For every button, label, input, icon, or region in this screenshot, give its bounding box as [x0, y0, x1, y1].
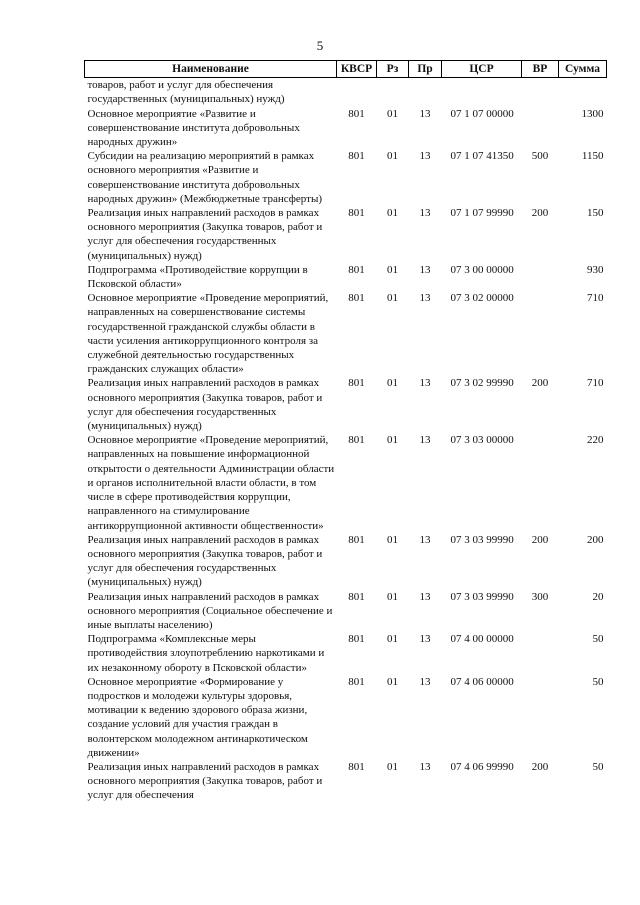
cell-name: Подпрограмма «Комплексные меры противодействия злоупотреблению наркотиками и их незаконному обороту в Псковской области»	[87, 633, 325, 674]
cell-rz: 01	[387, 107, 398, 120]
cell-kvsr: 801	[348, 292, 365, 305]
cell-vr: 200	[531, 207, 549, 220]
cell-rz: 01	[387, 207, 398, 220]
table-header-row	[85, 61, 607, 78]
header-kvsr: КВСР	[337, 61, 377, 78]
cell-kvsr: 801	[348, 760, 365, 773]
table-row	[85, 533, 607, 590]
cell-vr	[522, 107, 559, 150]
cell-kvsr: 801	[348, 675, 365, 688]
cell-vr: 200	[531, 533, 549, 546]
cell-rz: 01	[387, 760, 398, 773]
cell-kvsr: 801	[348, 263, 365, 276]
cell-vr	[522, 675, 559, 760]
cell-kvsr: 801	[348, 107, 365, 120]
table-row	[85, 590, 607, 633]
cell-sum: 150	[587, 207, 604, 220]
budget-table	[84, 60, 607, 803]
cell-vr	[522, 263, 559, 291]
cell-name: Реализация иных направлений расходов в рамках основного мероприятия (Закупка товаров, работ и услуг для обеспечения государственных (муниципальных) нужд)	[87, 207, 323, 262]
cell-csr: 07 1 07 00000	[450, 107, 514, 120]
table-row	[85, 632, 607, 675]
cell-sum: 50	[592, 675, 604, 688]
cell-sum: 710	[587, 377, 604, 390]
cell-pr: 13	[419, 760, 431, 773]
table-row	[85, 376, 607, 433]
cell-vr: 200	[531, 760, 549, 773]
cell-rz: 01	[387, 675, 398, 688]
cell-pr: 13	[419, 675, 431, 688]
cell-pr: 13	[419, 263, 431, 276]
cell-csr: 07 3 03 00000	[450, 434, 514, 447]
header-vr: ВР	[522, 61, 559, 78]
header-rz: Рз	[377, 61, 409, 78]
cell-sum: 50	[592, 633, 604, 646]
table-body	[85, 78, 607, 803]
table-row	[85, 206, 607, 263]
cell-vr	[522, 433, 559, 532]
cell-rz: 01	[387, 150, 398, 163]
cell-rz: 01	[387, 633, 398, 646]
cell-csr: 07 3 02 00000	[450, 292, 514, 305]
cell-sum: 1300	[581, 107, 604, 120]
cell-csr: 07 4 06 99990	[450, 760, 514, 773]
cell-csr: 07 3 03 99990	[450, 590, 514, 603]
cell-pr: 13	[419, 292, 431, 305]
cell-csr: 07 4 06 00000	[450, 675, 514, 688]
cell-sum: 220	[587, 434, 604, 447]
table-row	[85, 433, 607, 532]
cell-rz: 01	[387, 590, 398, 603]
cell-sum: 1150	[581, 150, 604, 163]
cell-sum: 200	[587, 533, 604, 546]
cell-pr: 13	[419, 590, 431, 603]
table-row	[85, 107, 607, 150]
cell-kvsr: 801	[348, 533, 365, 546]
cell-sum: 710	[587, 292, 604, 305]
cell-pr: 13	[419, 533, 431, 546]
table-row	[85, 78, 607, 107]
cell-kvsr: 801	[348, 377, 365, 390]
header-sum: Сумма	[559, 61, 607, 78]
cell-rz: 01	[387, 292, 398, 305]
cell-kvsr	[337, 78, 377, 107]
cell-csr	[442, 78, 522, 107]
header-name: Наименование	[85, 61, 337, 78]
cell-name: Реализация иных направлений расходов в рамках основного мероприятия (Закупка товаров, работ и услуг для обеспечения	[87, 760, 323, 802]
cell-name: Реализация иных направлений расходов в рамках основного мероприятия (Социальное обеспечение и иные выплаты населению)	[87, 590, 333, 631]
cell-kvsr: 801	[348, 207, 365, 220]
cell-csr: 07 1 07 41350	[450, 150, 514, 163]
cell-sum: 930	[587, 263, 604, 276]
cell-sum: 50	[592, 760, 604, 773]
cell-name: Основное мероприятие «Проведение мероприятий, направленных на совершенствование системы государственной гражданской службы области в части усиления антикоррупционного контроля за служебной деятельностью государственных гражданских служащих области»	[87, 292, 329, 376]
cell-sum: 20	[592, 590, 604, 603]
page-number: 5	[316, 38, 324, 53]
cell-pr: 13	[419, 633, 431, 646]
cell-pr: 13	[419, 107, 431, 120]
cell-name: Подпрограмма «Противодействие коррупции в Псковской области»	[87, 263, 308, 291]
cell-rz: 01	[387, 377, 398, 390]
cell-kvsr: 801	[348, 150, 365, 163]
cell-pr: 13	[419, 434, 431, 447]
cell-pr: 13	[419, 207, 431, 220]
cell-rz: 01	[387, 533, 398, 546]
cell-kvsr: 801	[348, 633, 365, 646]
cell-pr: 13	[419, 377, 431, 390]
cell-name: Основное мероприятие «Формирование у подростков и молодежи культуры здоровья, мотивации к ведению здорового образа жизни, создание условий для участия граждан в волонтерском молодежном антинаркотическом движении»	[87, 675, 308, 759]
header-csr: ЦСР	[442, 61, 522, 78]
table-row	[85, 291, 607, 376]
cell-kvsr: 801	[348, 590, 365, 603]
cell-csr: 07 3 03 99990	[450, 533, 514, 546]
cell-rz: 01	[387, 434, 398, 447]
cell-csr: 07 4 00 00000	[450, 633, 514, 646]
cell-name: Основное мероприятие «Развитие и совершенствование института добровольных народных дружин»	[87, 107, 300, 149]
table-row	[85, 675, 607, 760]
cell-pr	[409, 78, 442, 107]
cell-name: Основное мероприятие «Проведение мероприятий, направленных на повышение информационной открытости о деятельности Администрации области и органов исполнительной власти области, в том числе в сфере противодействия коррупции, направленного на стимулирование антикоррупционной активности общественности»	[87, 434, 335, 532]
header-pr: Пр	[409, 61, 442, 78]
cell-vr: 200	[531, 377, 549, 390]
cell-vr: 500	[531, 150, 549, 163]
cell-rz	[377, 78, 409, 107]
table-row	[85, 149, 607, 206]
cell-csr: 07 3 00 00000	[450, 263, 514, 276]
cell-vr: 300	[531, 590, 549, 603]
cell-kvsr: 801	[348, 434, 365, 447]
cell-rz: 01	[387, 263, 398, 276]
cell-vr	[522, 291, 559, 376]
cell-vr	[522, 78, 559, 107]
cell-csr: 07 1 07 99990	[450, 207, 514, 220]
cell-sum	[559, 78, 607, 107]
cell-name: товаров, работ и услуг для обеспечения государственных (муниципальных) нужд)	[87, 79, 285, 106]
cell-name: Реализация иных направлений расходов в рамках основного мероприятия (Закупка товаров, работ и услуг для обеспечения государственных (муниципальных) нужд)	[87, 377, 323, 433]
table-row	[85, 263, 607, 291]
cell-pr: 13	[419, 150, 431, 163]
table-row	[85, 760, 607, 803]
cell-name: Субсидии на реализацию мероприятий в рамках основного мероприятия «Развитие и совершенствование института добровольных народных дружин» (Межбюджетные трансферты)	[87, 150, 323, 205]
cell-name: Реализация иных направлений расходов в рамках основного мероприятия (Закупка товаров, работ и услуг для обеспечения государственных (муниципальных) нужд)	[87, 533, 323, 589]
cell-csr: 07 3 02 99990	[450, 377, 514, 390]
cell-vr	[522, 632, 559, 675]
